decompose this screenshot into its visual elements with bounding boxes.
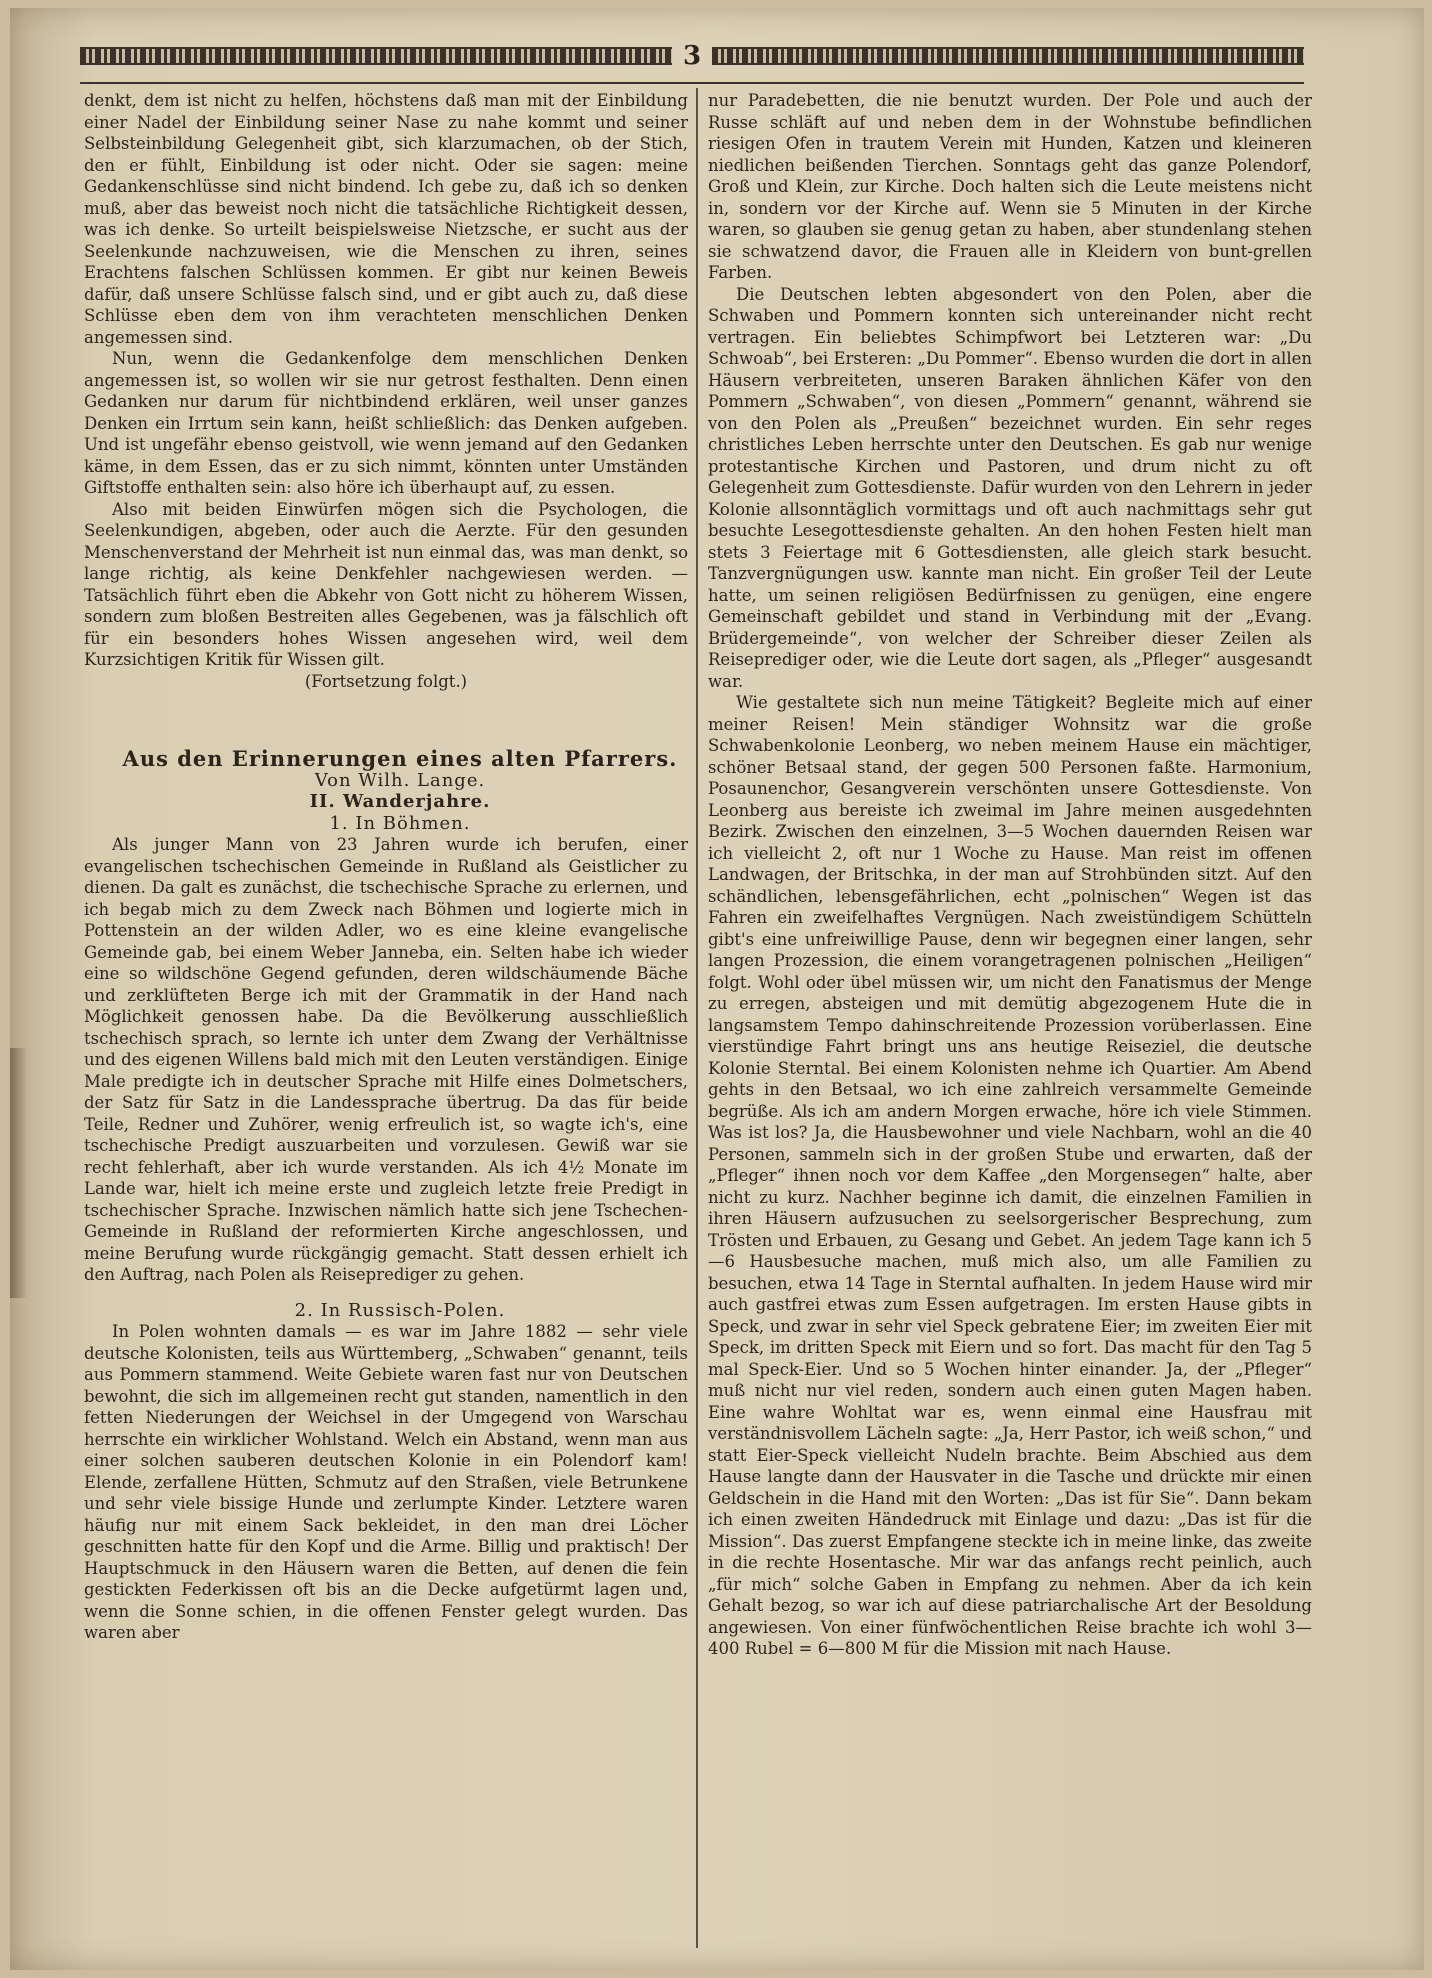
paragraph: Die Deutschen lebten abgesondert von den Polen, aber die Schwaben und Pommern konnten sich untereinander nicht recht vertragen. Ein beliebtes Schimpfwort bei Letzteren war: „Du Schwoab“, bei Ersteren: „Du Pommer“. Ebenso wurden die dort in allen Häusern verbreiteten, unseren Baraken ähnlichen Käfer von den Pommern „Schwaben“, von diesen „Pommern“ genannt, während sie von den Polen als „Preußen“ bezeichnet wurden. Ein sehr reges christliches Leben herrschte unter den Deutschen. Es gab nur wenige protestantische Kirchen und Pastoren, und drum nicht zu oft Gelegenheit zum Gottesdienste. Dafür wurden von den Lehrern in jeder Kolonie allsonntäglich vormittags und oft auch nachmittags sehr gut besuchte Lesegottesdienste gehalten. An den hohen Festen hielt man stets 3 Feiertage mit 6 Gottesdiensten, alle gleich stark besucht. Tanzvergnügungen usw. kannte man nicht. Ein großer Teil der Leute hatte, um seinen religiösen Bedürfnissen zu genügen, eine engere Gemeinschaft gebildet und stand in Verbindung mit der „Evang. Brüdergemeinde“, von welcher der Schreiber dieser Zeilen als Reiseprediger oder, wie die Leute dort sagen, als „Pfleger“ ausgesandt war. [708,284,1312,691]
right-column [708,90,1312,1660]
column-divider [696,88,698,1948]
header-ornament-right [712,47,1304,65]
subsection-heading: 1. In Böhmen. [329,812,471,834]
paragraph: In Polen wohnten damals — es war im Jahre 1882 — sehr viele deutsche Kolonisten, teils aus Württemberg, „Schwaben“ genannt, teils aus Pommern stammend. Weite Gebiete waren fast nur von Deutschen bewohnt, die sich im allgemeinen recht gut standen, namentlich in den fetten Niederungen der Weichsel in der Umgegend von Warschau herrschte ein wirklicher Wohlstand. Welch ein Abstand, wenn man aus einer solchen sauberen deutschen Kolonie in ein Polendorf kam! Elende, zerfallene Hütten, Schmutz auf den Straßen, viele Betrunkene und sehr viele bissige Hunde und zerlumpte Kinder. Letztere waren häufig nur mit einem Sack bekleidet, in den man drei Löcher geschnitten hatte für den Kopf und die Arme. Billig und praktisch! Der Hauptschmuck in den Häusern waren die Betten, auf denen die fein gestickten Federkissen oft bis an die Decke aufgetürmt lagen und, wenn die Sonne schien, in die offenen Fenster gelegt wurden. Das waren aber [84,1322,688,1642]
paragraph: Als junger Mann von 23 Jahren wurde ich berufen, einer evangelischen tschechischen Gemeinde in Rußland als Geistlicher zu dienen. Da galt es zunächst, die tschechische Sprache zu erlernen, und ich begab mich zu dem Zweck nach Böhmen und logierte mich in Pottenstein an der wilden Adler, wo es eine kleine evangelische Gemeinde gab, bei einem Weber Janneba, ein. Selten habe ich wieder eine so wildschöne Gegend gefunden, deren wildschäumende Bäche und zerklüfteten Berge ich mit der Grammatik in der Hand nach Möglichkeit genossen habe. Da die Bevölkerung ausschließlich tschechisch sprach, so lernte ich unter dem Zwang der Verhältnisse und des eigenen Willens bald mich mit den Leuten verständigen. Einige Male predigte ich in deutscher Sprache mit Hilfe eines Dolmetschers, der Satz für Satz in die Landessprache übertrug. Da das für beide Teile, Redner und Zuhörer, wenig erfreulich ist, so wagte ich's, eine tschechische Predigt auszuarbeiten und vorzulesen. Gewiß war sie recht fehlerhaft, aber ich wurde verstanden. Als ich 4½ Monate im Lande war, hielt ich meine erste und zugleich letzte freie Predigt in tschechischer Sprache. Inzwischen nämlich hatte sich jene Tschechen-Gemeinde in Rußland der reformierten Kirche angeschlossen, und meine Berufung wurde rückgängig gemacht. Statt dessen erhielt ich den Auftrag, nach Polen als Reiseprediger zu gehen. [84,835,688,1284]
paragraph: denkt, dem ist nicht zu helfen, höchstens daß man mit der Einbildung einer Nadel der Einbildung seiner Nase zu nahe kommt und seiner Selbsteinbildung Gelegenheit gibt, sich klarzumachen, ob der Stich, den er fühlt, Einbildung ist oder nicht. Oder sie sagen: meine Gedankenschlüsse sind nicht bindend. Ich gebe zu, daß ich so denken muß, aber das beweist noch nicht die tatsächliche Richtigkeit dessen, was ich denke. So urteilt beispielsweise Nietzsche, er sucht aus der Seelenkunde nachzuweisen, wie die Menschen zu ihren, seines Erachtens falschen Schlüssen kommen. Er gibt nur keinen Beweis dafür, daß unsere Schlüsse falsch sind, und er gibt auch zu, daß diese Schlüsse eben dem von ihm verachteten menschlichen Denken angemessen sind. [84,91,688,347]
header-rule [80,82,1304,84]
page-number: 3 [682,41,702,71]
paragraph: Also mit beiden Einwürfen mögen sich die Psychologen, die Seelenkundigen, abgeben, oder auch die Aerzte. Für den gesunden Menschenverstand der Mehrheit ist nun einmal das, was man denkt, so lange richtig, als keine Denkfehler nachgewiesen werden. — Tatsächlich führt eben die Abkehr von Gott nicht zu höherem Wissen, sondern zum bloßen Bestreiten alles Gegebenen, was ja fälschlich oft für ein besonders hohes Wissen angesehen wird, weil dem Kurzsichtigen Kritik für Wissen gilt. [84,499,688,669]
newspaper-page [10,8,1424,1970]
left-column [84,90,688,1644]
continued-note: (Fortsetzung folgt.) [304,671,468,691]
page-fold-shadow [10,1048,28,1298]
paragraph: nur Paradebetten, die nie benutzt wurden. Der Pole und auch der Russe schläft auf und neben dem in der Wohnstube befindlichen riesigen Ofen in trautem Verein mit Hunden, Katzen und kleineren niedlichen beißenden Tierchen. Sonntags geht das ganze Polendorf, Groß und Klein, zur Kirche. Doch halten sich die Leute meistens nicht in, sondern vor der Kirche auf. Wenn sie 5 Minuten in der Kirche waren, so glauben sie genug getan zu haben, aber stundenlang stehen sie schwatzend davor, die Frauen alle in Kleidern von bunt-grellen Farben. [708,91,1312,282]
subsection-heading: 2. In Russisch-Polen. [294,1299,506,1321]
paragraph: Wie gestaltete sich nun meine Tätigkeit? Begleite mich auf einer meiner Reisen! Mein ständiger Wohnsitz war die große Schwabenkolonie Leonberg, wo neben meinem Hause ein mächtiger, schöner Betsaal stand, der gegen 500 Personen faßte. Harmonium, Posaunenchor, Gesangverein verschönten unsere Gottesdienste. Von Leonberg aus bereiste ich zweimal im Jahre meinen ausgedehnten Bezirk. Zwischen den einzelnen, 3—5 Wochen dauernden Reisen war ich vielleicht 2, oft nur 1 Woche zu Hause. Man reist im offenen Landwagen, der Britschka, in der man auf Strohbünden sitzt. Auf den schändlichen, lebensgefährlichen, echt „polnischen“ Wegen ist das Fahren ein zweifelhaftes Vergnügen. Nach zweistündigem Schütteln gibt's eine unfreiwillige Pause, denn wir begegnen einer langen, sehr langen Prozession, die einem vorangetragenen polnischen „Heiligen“ folgt. Wohl oder übel müssen wir, um nicht den Fanatismus der Menge zu erregen, absteigen und mit demütig abgezogenem Hute die in langsamstem Tempo dahinschreitende Prozession vorüberlassen. Eine vierstündige Fahrt bringt uns ans heutige Reiseziel, die deutsche Kolonie Sterntal. Bei einem Kolonisten nehme ich Quartier. Am Abend gehts in den Betsaal, wo ich eine zahlreich versammelte Gemeinde begrüße. Als ich am andern Morgen erwache, höre ich viele Stimmen. Was ist los? Ja, die Hausbewohner und viele Nachbarn, wohl an die 40 Personen, sammeln sich in der großen Stube und erwarten, daß der „Pfleger“ ihnen noch vor dem Kaffee „den Morgensegen“ halte, aber nicht zu kurz. Nachher beginne ich damit, die einzelnen Familien in ihren Häusern aufzusuchen zu seelsorgerischer Besprechung, zum Trösten und Erbauen, zu Gesang und Gebet. An jedem Tage kann ich 5—6 Hausbesuche machen, muß mich also, um alle Familien zu besuchen, etwa 14 Tage in Sterntal aufhalten. In jedem Hause wird mir auch gastfrei etwas zum Essen aufgetragen. Im ersten Hause gibts in Speck, und zwar in sehr viel Speck gebratene Eier; im zweiten Eier mit Speck, im dritten Speck mit Eiern und so fort. Das macht für den Tag 5 mal Speck-Eier. Und so 5 Wochen hinter einander. Ja, der „Pfleger“ muß nicht nur viel reden, sondern auch einen guten Magen haben. Eine wahre Wohltat war es, wenn einmal eine Hausfrau mit verständnisvollem Lächeln sagte: „Ja, Herr Pastor, ich weiß schon,“ und statt Eier-Speck vielleicht Nudeln brachte. Beim Abschied aus dem Hause langte dann der Hausvater in die Tasche und drückte mir einen Geldschein in die Hand mit den Worten: „Das ist für Sie“. Dann bekam ich einen zweiten Händedruck mit Einlage und dazu: „Das ist für die Mission“. Das zuerst Empfangene steckte ich in meine linke, das zweite in die rechte Hosentasche. Mir war das anfangs recht peinlich, auch „für mich“ solche Gaben in Empfang zu nehmen. Aber da ich kein Gehalt bezog, so war ich auf diese patriarchalische Art der Besoldung angewiesen. Von einer fünfwöchentlichen Reise brachte ich wohl 3—400 Rubel = 6—800 M für die Mission mit nach Hause. [708,693,1312,1658]
page-header [80,42,1304,70]
header-ornament-left [80,47,672,65]
article-title: Aus den Erinnerungen eines alten Pfarrers. [122,746,678,771]
article-author: Von Wilh. Lange. [314,769,486,791]
section-heading: II. Wanderjahre. [309,791,491,812]
paragraph: Nun, wenn die Gedankenfolge dem menschlichen Denken angemessen ist, so wollen wir sie nur getrost festhalten. Denn einen Gedanken nur darum für nichtbindend erklären, weil unser ganzes Denken ein Irrtum sein kann, heißt schließlich: das Denken aufgeben. Und ist ungefähr ebenso geistvoll, wie wenn jemand auf den Gedanken käme, in dem Essen, das er zu sich nimmt, könnten unter Umständen Giftstoffe enthalten sein: also höre ich überhaupt auf, zu essen. [84,349,688,497]
